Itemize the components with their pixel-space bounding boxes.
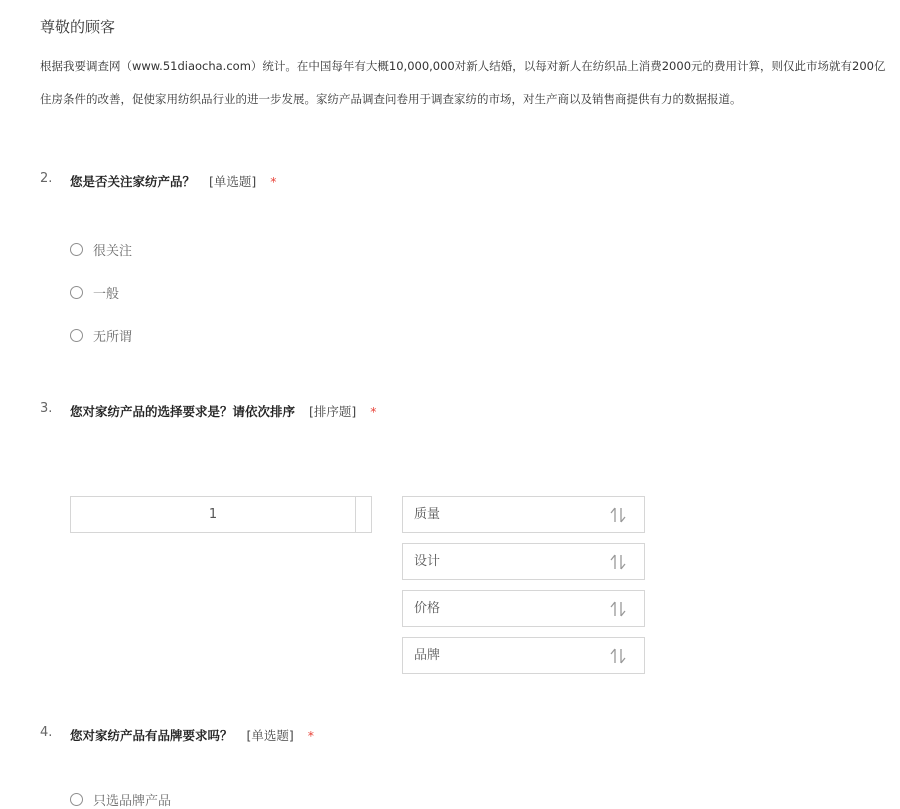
option-label: 无所谓 <box>93 329 133 345</box>
rank-slot-number: 1 <box>208 507 218 522</box>
sort-arrows-icon[interactable] <box>609 647 627 665</box>
rank-item-label: 品牌 <box>414 648 441 663</box>
question-4-required-mark: * <box>307 728 315 743</box>
rank-item-label: 设计 <box>414 554 441 569</box>
sort-arrows-icon[interactable] <box>609 600 627 618</box>
rank-item-label: 价格 <box>414 601 441 616</box>
question-2-option[interactable] <box>70 240 132 258</box>
question-2-text: 您是否关注家纺产品？ <box>70 174 196 189</box>
question-2-number: 2. <box>40 171 53 186</box>
question-2-option[interactable] <box>70 283 119 301</box>
rank-item[interactable] <box>402 637 645 674</box>
rank-drop-slot[interactable] <box>70 496 372 533</box>
question-4-number: 4. <box>40 725 53 740</box>
radio-circle-icon[interactable] <box>70 243 83 256</box>
rank-item-label: 质量 <box>414 507 441 522</box>
survey-greeting: 尊敬的顾客 <box>40 18 116 36</box>
question-4-text: 您对家纺产品有品牌要求吗？ <box>70 728 233 743</box>
question-3-type: [排序题] <box>309 404 357 419</box>
option-label: 很关注 <box>93 243 133 259</box>
rank-item[interactable] <box>402 543 645 580</box>
rank-slot-divider <box>355 497 356 532</box>
question-3-number: 3. <box>40 401 53 416</box>
radio-circle-icon[interactable] <box>70 286 83 299</box>
question-2-title <box>70 172 277 190</box>
question-3-text: 您对家纺产品的选择要求是？请依次排序 <box>70 404 296 419</box>
sort-arrows-icon[interactable] <box>609 553 627 571</box>
rank-item[interactable] <box>402 496 645 533</box>
question-2-type: [单选题] <box>209 174 257 189</box>
question-4-option[interactable] <box>70 790 171 808</box>
question-3-required-mark: * <box>370 404 377 419</box>
option-label: 只选品牌产品 <box>93 793 172 809</box>
radio-circle-icon[interactable] <box>70 329 83 342</box>
option-label: 一般 <box>93 286 120 302</box>
survey-intro-line-2: 住房条件的改善，促使家用纺织品行业的进一步发展。家纺产品调查问卷用于调查家纺的市场，对生产商以及销售商提供有力的数据报道。 <box>40 92 742 106</box>
rank-item[interactable] <box>402 590 645 627</box>
question-3-title <box>70 402 377 420</box>
sort-arrows-icon[interactable] <box>609 506 627 524</box>
question-2-option[interactable] <box>70 326 132 344</box>
radio-circle-icon[interactable] <box>70 793 83 806</box>
question-4-type: [单选题] <box>246 728 294 743</box>
question-2-required-mark: * <box>270 174 277 189</box>
question-4-title <box>70 726 314 744</box>
survey-intro-line-1: 根据我要调查网（www.51diaocha.com）统计。在中国每年有大概10,000,000对新人结婚，以每对新人在纺织品上消费2000元的费用计算，则仅此市场就有200亿 <box>40 59 886 73</box>
